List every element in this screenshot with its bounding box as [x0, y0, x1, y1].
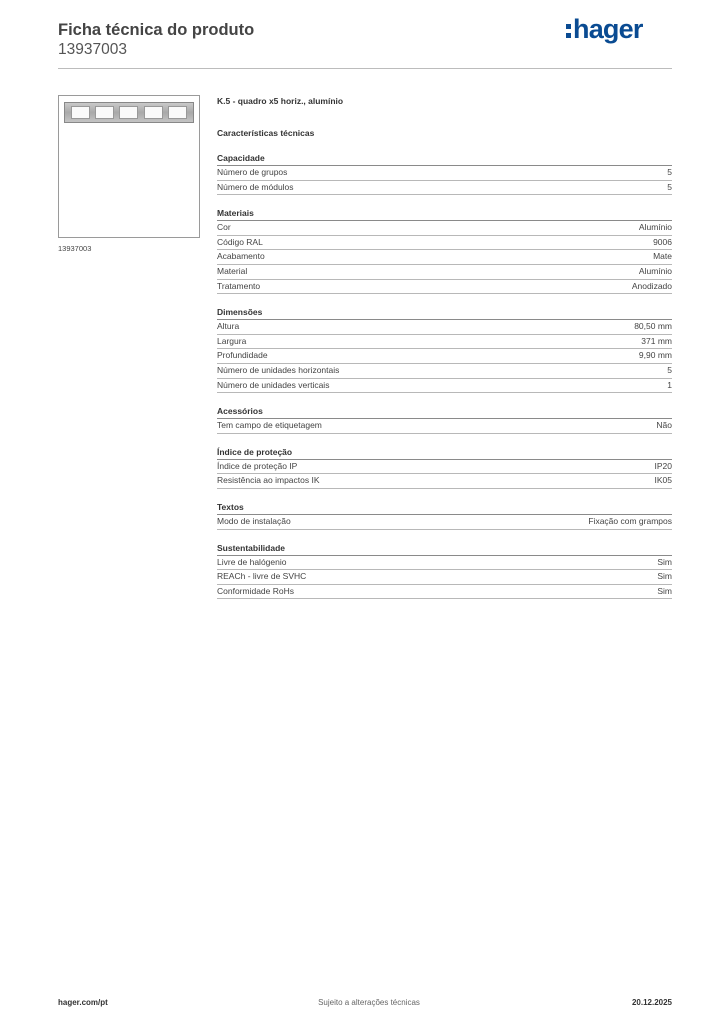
image-caption: 13937003 [58, 244, 92, 253]
spec-row [217, 364, 672, 379]
spec-value: 80,50 mm [634, 321, 672, 332]
spec-section [217, 543, 672, 600]
spec-row [217, 460, 672, 475]
spec-content [217, 96, 672, 599]
spec-value: Alumínio [638, 222, 672, 233]
product-image [58, 95, 200, 238]
spec-row [217, 236, 672, 251]
spec-row [217, 221, 672, 236]
spec-section [217, 208, 672, 294]
document-title: Ficha técnica do produto [58, 21, 255, 39]
spec-label: Material [217, 265, 248, 276]
section-title: Sustentabilidade [217, 543, 672, 556]
spec-label: Número de grupos [217, 167, 288, 177]
spec-value: Alumínio [638, 265, 672, 276]
spec-row [217, 335, 672, 350]
plate-slot [144, 106, 163, 119]
footer-disclaimer: Sujeito a alterações técnicas [318, 998, 420, 1007]
header-divider [58, 68, 672, 69]
spec-label: Conformidade RoHs [217, 585, 295, 596]
spec-value: Não [656, 420, 672, 431]
spec-row [217, 349, 672, 364]
plate-slot [119, 106, 138, 119]
spec-value: 371 mm [641, 335, 672, 346]
section-title: Materiais [217, 208, 672, 221]
spec-value: 5 [667, 181, 672, 192]
spec-value: IK05 [654, 475, 672, 486]
spec-row [217, 166, 672, 181]
spec-label: Resistência ao impactos IK [217, 475, 320, 486]
plate-slot [168, 106, 187, 119]
product-name: K.5 - quadro x5 horiz., alumínio [217, 96, 344, 106]
spec-value: Sim [657, 571, 672, 582]
frame-plate-icon [64, 102, 194, 123]
spec-row [217, 379, 672, 394]
spec-label: Número de unidades verticais [217, 379, 330, 390]
spec-label: Código RAL [217, 236, 263, 247]
spec-section [217, 502, 672, 530]
document-header [58, 20, 254, 60]
plate-slot [95, 106, 114, 119]
spec-row [217, 320, 672, 335]
spec-value: Sim [657, 585, 672, 596]
spec-value: 9006 [653, 236, 672, 247]
logo-dots-icon [566, 20, 572, 40]
spec-row [217, 280, 672, 295]
section-title: Acessórios [217, 406, 672, 419]
footer-date: 20.12.2025 [631, 998, 672, 1007]
spec-heading: Características técnicas [217, 128, 315, 138]
logo-text: hager [573, 14, 643, 44]
spec-row [217, 419, 672, 434]
spec-label: Tratamento [217, 280, 261, 291]
spec-value: IP20 [654, 460, 672, 471]
spec-value: Mate [653, 251, 672, 262]
spec-label: Cor [217, 222, 231, 233]
spec-label: Número de módulos [217, 181, 294, 192]
product-code: 13937003 [58, 41, 127, 58]
spec-label: Tem campo de etiquetagem [217, 420, 322, 431]
spec-label: Largura [217, 335, 247, 346]
spec-label: Número de unidades horizontais [217, 364, 340, 375]
section-title: Capacidade [217, 153, 672, 166]
spec-row [217, 250, 672, 265]
hager-logo [566, 14, 643, 45]
spec-row [217, 570, 672, 585]
section-title: Índice de proteção [217, 447, 672, 460]
spec-row [217, 474, 672, 489]
spec-label: REACh - livre de SVHC [217, 571, 307, 582]
spec-value: Fixação com grampos [588, 515, 672, 526]
spec-row [217, 556, 672, 571]
spec-row [217, 265, 672, 280]
spec-label: Índice de proteção IP [217, 460, 298, 471]
spec-section [217, 307, 672, 393]
spec-value: Sim [657, 556, 672, 567]
section-title: Textos [217, 502, 672, 515]
plate-slot [71, 106, 90, 119]
spec-sections [217, 153, 672, 599]
spec-section [217, 447, 672, 489]
spec-section [217, 153, 672, 195]
section-title: Dimensões [217, 307, 672, 320]
spec-value: 1 [667, 379, 672, 390]
spec-value: 5 [667, 167, 672, 177]
spec-section [217, 406, 672, 434]
spec-value: 9,90 mm [638, 350, 672, 361]
spec-row [217, 515, 672, 530]
spec-label: Profundidade [217, 350, 268, 361]
spec-label: Acabamento [217, 251, 265, 262]
spec-row [217, 181, 672, 196]
footer-website: hager.com/pt [58, 998, 108, 1007]
spec-value: 5 [667, 364, 672, 375]
spec-label: Modo de instalação [217, 515, 291, 526]
spec-row [217, 585, 672, 600]
spec-label: Altura [217, 321, 240, 332]
spec-value: Anodizado [631, 280, 672, 291]
spec-label: Livre de halógenio [217, 556, 287, 567]
